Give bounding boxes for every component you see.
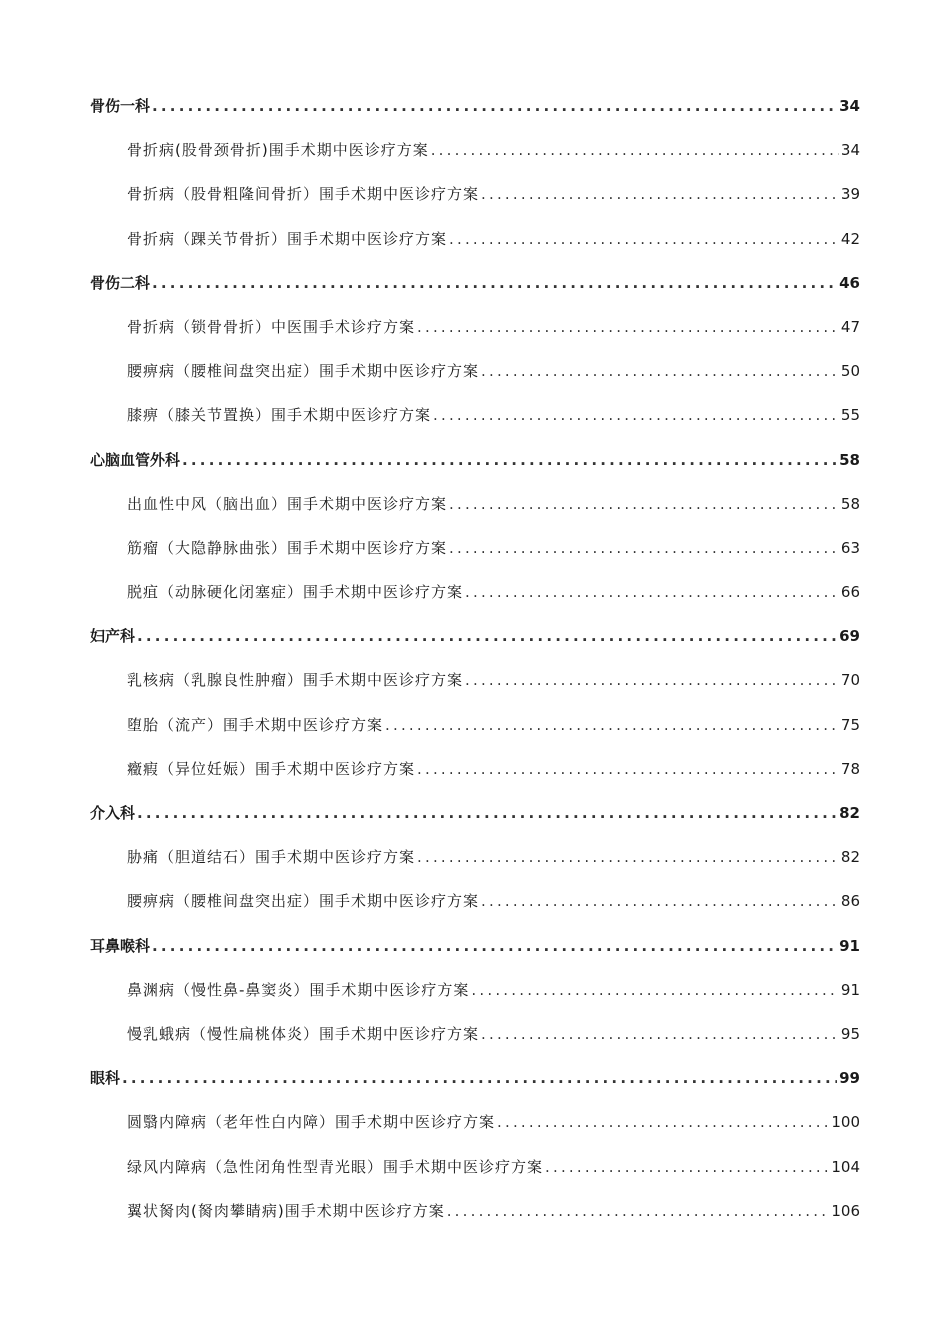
toc-entry-page: 50 [840, 362, 860, 381]
toc-entry[interactable] [90, 316, 860, 360]
toc-entry[interactable] [90, 714, 860, 758]
toc-leader-dots [417, 846, 839, 868]
toc-entry[interactable] [90, 537, 860, 581]
toc-leader-dots [481, 1023, 839, 1045]
toc-entry-page: 95 [840, 1024, 860, 1043]
toc-entry-title: 介入科 [90, 804, 136, 822]
toc-section-heading[interactable] [90, 935, 860, 979]
toc-entry-title: 脱疽（动脉硬化闭塞症）围手术期中医诊疗方案 [127, 583, 464, 602]
toc-leader-dots [152, 95, 837, 117]
toc-entry-title: 骨伤二科 [90, 273, 151, 292]
toc-entry[interactable] [90, 1156, 860, 1200]
table-of-contents [90, 95, 860, 1244]
toc-entry-title: 堕胎（流产）围手术期中医诊疗方案 [127, 715, 384, 734]
toc-entry-title: 膝痹（膝关节置换）围手术期中医诊疗方案 [127, 406, 432, 425]
toc-entry-page: 63 [840, 538, 860, 557]
toc-entry-title: 心脑血管外科 [90, 450, 181, 469]
toc-leader-dots [465, 581, 839, 603]
toc-entry[interactable] [90, 1111, 860, 1155]
toc-entry[interactable] [90, 1200, 860, 1244]
toc-entry-page: 47 [840, 317, 860, 336]
toc-entry[interactable] [90, 360, 860, 404]
toc-entry[interactable] [90, 846, 860, 890]
toc-entry-title: 绿风内障病（急性闭角性型青光眼）围手术期中医诊疗方案 [127, 1157, 544, 1176]
toc-entry-title: 骨伤一科 [90, 97, 151, 115]
toc-entry-title: 癥瘕（异位妊娠）围手术期中医诊疗方案 [127, 759, 416, 778]
toc-leader-dots [465, 669, 839, 691]
toc-entry-page: 75 [840, 715, 860, 734]
toc-section-heading[interactable] [90, 625, 860, 669]
toc-entry-page: 99 [839, 1069, 860, 1088]
toc-entry-title: 腰痹病（腰椎间盘突出症）围手术期中医诊疗方案 [127, 362, 480, 381]
toc-entry-title: 骨折病（股骨粗隆间骨折）围手术期中医诊疗方案 [127, 185, 480, 204]
toc-entry-page: 86 [840, 892, 860, 911]
toc-entry-title: 圆翳内障病（老年性白内障）围手术期中医诊疗方案 [127, 1113, 496, 1132]
toc-section-heading[interactable] [90, 272, 860, 316]
toc-entry[interactable] [90, 581, 860, 625]
toc-leader-dots [152, 272, 837, 294]
toc-entry-page: 58 [840, 494, 860, 513]
toc-entry[interactable] [90, 890, 860, 934]
toc-entry-page: 34 [840, 141, 860, 160]
toc-entry-title: 眼科 [90, 1069, 121, 1088]
toc-leader-dots [137, 625, 837, 647]
toc-leader-dots [497, 1111, 829, 1133]
toc-entry[interactable] [90, 979, 860, 1023]
toc-entry-page: 82 [839, 804, 860, 822]
toc-leader-dots [449, 537, 839, 559]
toc-entry[interactable] [90, 1023, 860, 1067]
toc-leader-dots [385, 714, 839, 736]
toc-entry-page: 106 [831, 1201, 860, 1220]
toc-leader-dots [431, 139, 839, 161]
toc-entry-page: 39 [840, 185, 860, 204]
toc-entry-page: 69 [839, 627, 860, 646]
toc-entry[interactable] [90, 139, 860, 183]
toc-entry-title: 耳鼻喉科 [90, 936, 151, 955]
toc-entry[interactable] [90, 404, 860, 448]
toc-leader-dots [449, 228, 839, 250]
toc-entry-page: 104 [831, 1157, 860, 1176]
toc-entry-page: 78 [840, 759, 860, 778]
toc-entry[interactable] [90, 183, 860, 227]
toc-entry-title: 鼻渊病（慢性鼻-鼻窦炎）围手术期中医诊疗方案 [127, 980, 470, 999]
toc-entry-page: 58 [839, 450, 860, 469]
toc-entry-page: 46 [839, 273, 860, 292]
toc-entry[interactable] [90, 758, 860, 802]
toc-entry[interactable] [90, 493, 860, 537]
toc-entry-page: 100 [831, 1113, 860, 1132]
toc-entry-page: 82 [840, 848, 860, 867]
toc-entry-title: 翼状胬肉(胬肉攀睛病)围手术期中医诊疗方案 [127, 1201, 445, 1220]
toc-section-heading[interactable] [90, 95, 860, 139]
toc-entry-page: 91 [839, 936, 860, 955]
toc-leader-dots [447, 1200, 830, 1222]
toc-entry-title: 出血性中风（脑出血）围手术期中医诊疗方案 [127, 494, 448, 513]
toc-entry-title: 筋瘤（大隐静脉曲张）围手术期中医诊疗方案 [127, 538, 448, 557]
toc-leader-dots [481, 183, 839, 205]
toc-entry-title: 慢乳蛾病（慢性扁桃体炎）围手术期中医诊疗方案 [127, 1024, 480, 1043]
toc-leader-dots [481, 360, 839, 382]
toc-leader-dots [137, 802, 837, 824]
toc-entry[interactable] [90, 669, 860, 713]
toc-entry-page: 34 [839, 97, 860, 115]
toc-entry-title: 骨折病(股骨颈骨折)围手术期中医诊疗方案 [127, 141, 429, 160]
toc-leader-dots [152, 935, 837, 957]
toc-entry-title: 骨折病（踝关节骨折）围手术期中医诊疗方案 [127, 229, 448, 248]
toc-leader-dots [417, 316, 839, 338]
toc-entry[interactable] [90, 228, 860, 272]
toc-entry-title: 腰痹病（腰椎间盘突出症）围手术期中医诊疗方案 [127, 892, 480, 911]
toc-entry-title: 乳核病（乳腺良性肿瘤）围手术期中医诊疗方案 [127, 671, 464, 690]
toc-entry-page: 55 [840, 406, 860, 425]
toc-entry-page: 91 [840, 980, 860, 999]
toc-leader-dots [545, 1156, 829, 1178]
toc-leader-dots [449, 493, 839, 515]
toc-leader-dots [471, 979, 838, 1001]
toc-entry-page: 70 [840, 671, 860, 690]
toc-section-heading[interactable] [90, 449, 860, 493]
toc-leader-dots [417, 758, 839, 780]
toc-leader-dots [182, 449, 837, 471]
toc-entry-title: 骨折病（锁骨骨折）中医围手术诊疗方案 [127, 317, 416, 336]
toc-section-heading[interactable] [90, 1067, 860, 1111]
toc-entry-page: 42 [840, 229, 860, 248]
toc-entry-title: 胁痛（胆道结石）围手术期中医诊疗方案 [127, 848, 416, 867]
toc-section-heading[interactable] [90, 802, 860, 846]
toc-entry-title: 妇产科 [90, 627, 136, 646]
toc-leader-dots [481, 890, 839, 912]
toc-entry-page: 66 [840, 583, 860, 602]
toc-leader-dots [122, 1067, 837, 1089]
toc-leader-dots [433, 404, 839, 426]
